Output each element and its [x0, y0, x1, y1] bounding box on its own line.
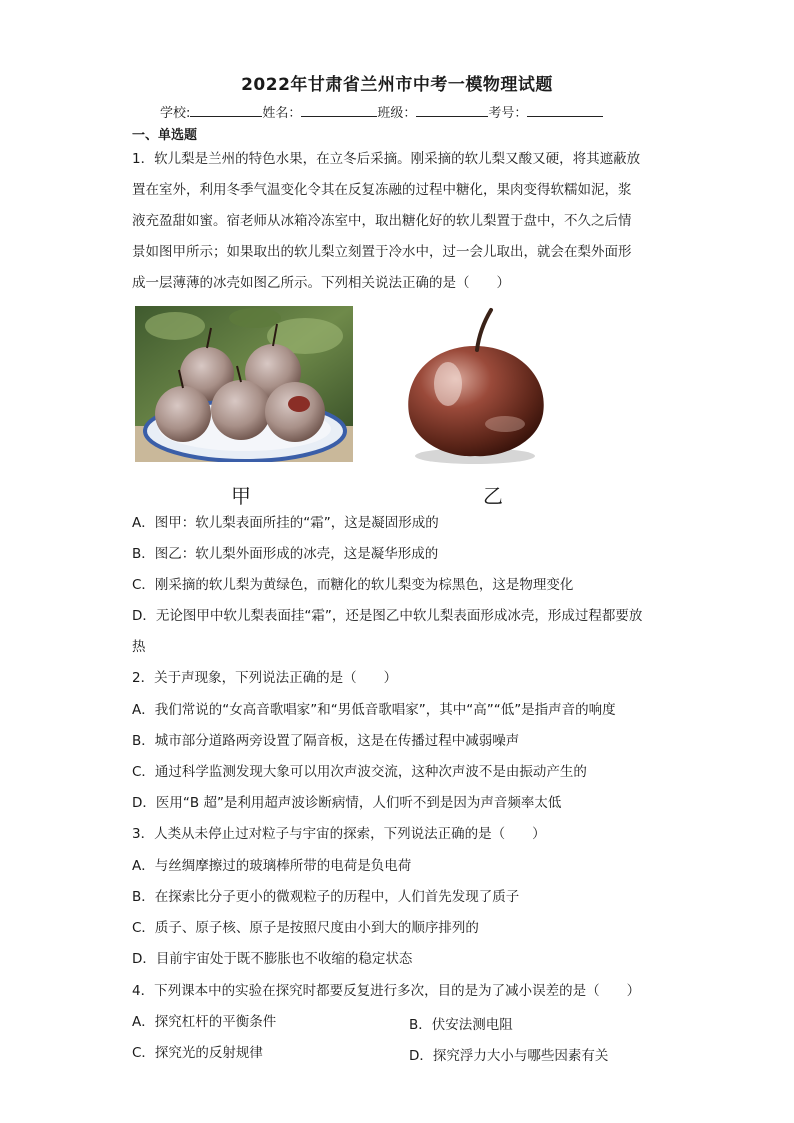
q1-stem-line: 成一层薄薄的冰壳如图乙所示。下列相关说法正确的是（ ）: [132, 275, 510, 291]
section-heading: 一、单选题: [132, 128, 198, 143]
q4-stem: 4．下列课本中的实验在探究时都要反复进行多次，目的是为了减小误差的是（ ）: [132, 983, 641, 999]
school-blank: [190, 103, 262, 117]
q1-option: B．图乙：软儿梨外面形成的冰壳，这是凝华形成的: [132, 546, 439, 562]
page-title: 2022年甘肃省兰州市中考一模物理试题: [241, 75, 553, 95]
q1-stem-line: 置在室外，利用冬季气温变化令其在反复冻融的过程中糖化，果肉变得软糯如泥，浆: [132, 182, 632, 198]
name-label: 姓名：: [262, 106, 302, 121]
exam-no-blank: [527, 103, 603, 117]
q3-option: D．目前宇宙处于既不膨胀也不收缩的稳定状态: [132, 951, 413, 967]
class-label: 班级：: [377, 106, 417, 121]
exam-no-label: 考号：: [488, 106, 528, 121]
q4-option: D．探究浮力大小与哪些因素有关: [409, 1048, 609, 1064]
q1-stem-line: 液充盈甜如蜜。宿老师从冰箱冷冻室中，取出糖化好的软儿梨置于盘中，不久之后情: [132, 213, 632, 229]
q3-option: A．与丝绸摩擦过的玻璃棒所带的电荷是负电荷: [132, 858, 412, 874]
figure-b-caption: 乙: [483, 484, 503, 508]
q1-option: A．图甲：软儿梨表面所挂的“霜”，这是凝固形成的: [132, 515, 439, 531]
q3-stem: 3．人类从未停止过对粒子与宇宙的探索，下列说法正确的是（ ）: [132, 826, 546, 842]
q2-option: C．通过科学监测发现大象可以用次声波交流，这种次声波不是由振动产生的: [132, 764, 587, 780]
class-blank: [416, 103, 488, 117]
q2-option: B．城市部分道路两旁设置了隔音板，这是在传播过程中减弱噪声: [132, 733, 520, 749]
q2-option: A．我们常说的“女高音歌唱家”和“男低音歌唱家”，其中“高”“低”是指声音的响度: [132, 702, 616, 718]
q4-option: A．探究杠杆的平衡条件: [132, 1014, 277, 1030]
q1-stem-line: 景如图甲所示；如果取出的软儿梨立刻置于冷水中，过一会儿取出，就会在梨外面形: [132, 244, 632, 260]
name-blank: [301, 103, 377, 117]
q3-option: C．质子、原子核、原子是按照尺度由小到大的顺序排列的: [132, 920, 479, 936]
figure-frosted-pears: [135, 306, 353, 462]
q1-stem-line: 1．软儿梨是兰州的特色水果，在立冬后采摘。刚采摘的软儿梨又酸又硬，将其遮蔽放: [132, 151, 641, 167]
q1-option: C．刚采摘的软儿梨为黄绿色，而糖化的软儿梨变为棕黑色，这是物理变化: [132, 577, 574, 593]
student-info-row: [160, 102, 603, 121]
q4-option: C．探究光的反射规律: [132, 1045, 263, 1061]
school-label: 学校:: [160, 106, 191, 121]
figure-a-caption: 甲: [231, 484, 251, 508]
q1-option-continued: 热: [132, 639, 146, 655]
q2-stem: 2．关于声现象，下列说法正确的是（ ）: [132, 670, 398, 686]
q1-option: D．无论图甲中软儿梨表面挂“霜”，还是图乙中软儿梨表面形成冰壳，形成过程都要放: [132, 608, 643, 624]
q2-option: D．医用“B 超”是利用超声波诊断病情，人们听不到是因为声音频率太低: [132, 795, 562, 811]
figure-ice-pear: [393, 306, 559, 466]
q4-option: B．伏安法测电阻: [409, 1017, 513, 1033]
q3-option: B．在探索比分子更小的微观粒子的历程中，人们首先发现了质子: [132, 889, 520, 905]
